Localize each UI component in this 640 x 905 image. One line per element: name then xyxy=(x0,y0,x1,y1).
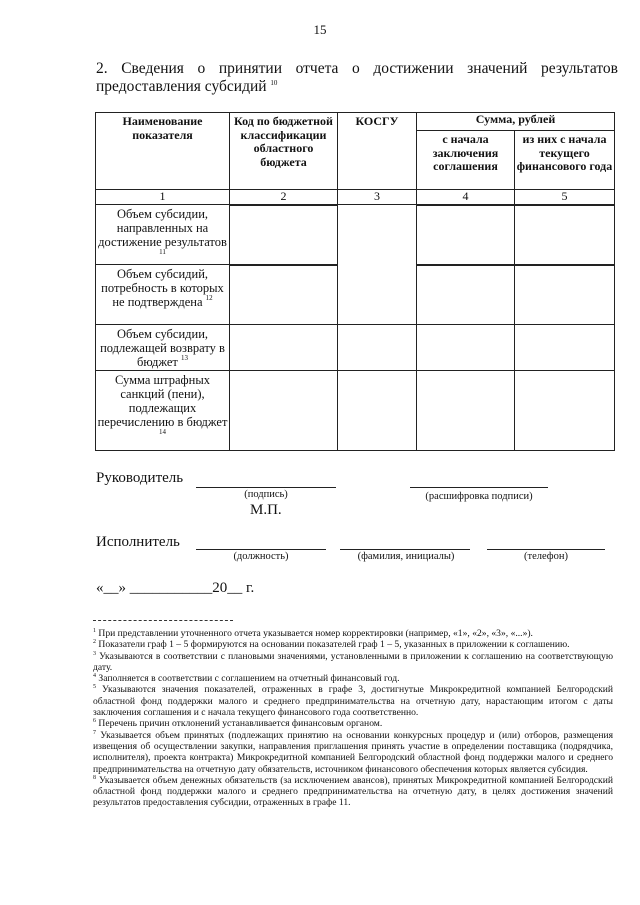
header-since-agreement: с начала заключения соглашения xyxy=(417,131,515,190)
signature-decode-caption: (расшифровка подписи) xyxy=(425,491,533,502)
table-row xyxy=(96,370,615,450)
results-table xyxy=(95,112,615,451)
cell-kosgu[interactable] xyxy=(338,204,417,324)
col-number-2: 2 xyxy=(230,190,338,205)
table-row xyxy=(96,324,615,370)
row-footnote-ref: 11 xyxy=(159,247,166,256)
row-footnote-ref: 13 xyxy=(181,353,189,362)
position-line[interactable] xyxy=(196,549,326,550)
signature-line[interactable] xyxy=(196,487,336,488)
row-footnote-ref: 14 xyxy=(159,427,166,436)
name-caption: (фамилия, инициалы) xyxy=(357,551,455,562)
row-footnote-ref: 12 xyxy=(205,293,213,302)
cell-sum-year[interactable] xyxy=(515,324,615,370)
cell-code[interactable] xyxy=(230,264,338,324)
phone-caption: (телефон) xyxy=(524,551,568,562)
header-kosgu: КОСГУ xyxy=(338,113,417,190)
row-name: Объем субсидий, потребность в которых не подтверждена $^{12}$ xyxy=(96,264,230,324)
position-caption: (должность) xyxy=(233,551,289,562)
cell-sum-agreement[interactable] xyxy=(417,264,515,324)
footnote-7: $^7$ Указывается объем принятых (подлежащих принятию на основании конкурсных процедур и (или) отборов, размещения извещения об осуществлении закупки, направления приглашения принять участие в определении поставщика (подрядчика, исполнителя), проекта контракта) Микрокредитной компанией Белгородский областной фонд поддержки малого и среднего предпринимательства на отчетную дату обязательств, источником финансового обеспечения которых является субсидия. xyxy=(93,729,613,775)
footnote-8: $^8$ Указывается объем денежных обязательств (за исключением авансов), принятых Микрокредитной компанией Белгородский областной фонд поддержки малого и среднего предпринимательства на отчетную дату, в целях достижения значений результатов предоставления субсидии, отраженных в графе 11. xyxy=(93,774,613,809)
stamp-placeholder: М.П. xyxy=(250,502,282,518)
page-number: 15 xyxy=(313,22,327,37)
phone-line[interactable] xyxy=(487,549,605,550)
footnote-separator xyxy=(93,620,233,621)
table-row xyxy=(96,204,615,264)
col-number-5: 5 xyxy=(515,190,615,205)
header-indicator-name: Наименование показателя xyxy=(96,113,230,190)
footnote-1: $^1$ При представлении уточненного отчета указывается номер корректировки (например, «1», «2», «3», «...»). xyxy=(93,628,533,639)
footnotes xyxy=(93,628,613,809)
section-heading-line2 xyxy=(96,78,277,96)
executor-label: Исполнитель xyxy=(96,534,180,550)
col-number-3: 3 xyxy=(338,190,417,205)
signature-caption: (подпись) xyxy=(244,489,288,500)
cell-sum-year[interactable] xyxy=(515,204,615,264)
col-number-1: 1 xyxy=(96,190,230,205)
cell-sum-agreement[interactable] xyxy=(417,324,515,370)
date-line[interactable]: «__» ___________20__ г. xyxy=(96,580,255,596)
footnote-6: $^6$ Перечень причин отклонений устанавливается финансовым органом. xyxy=(93,718,383,730)
footnote-4: $^4$ Заполняется в соответствии с соглашением на отчетный финансовый год. xyxy=(93,673,400,685)
footnote-2: $^2$ Показатели граф 1 – 5 формируются на основании показателей граф 1 – 5, указанных в приложении к соглашению. xyxy=(93,639,570,651)
cell-code[interactable] xyxy=(230,370,338,450)
cell-code[interactable] xyxy=(230,204,338,264)
cell-sum-agreement[interactable] xyxy=(417,204,515,264)
footnote-3: $^3$ Указываются в соответствии с плановыми значениями, установленными в приложении к соглашению на соответствующую дату. xyxy=(93,650,614,673)
signature-decode-line[interactable] xyxy=(410,487,548,488)
cell-sum-year[interactable] xyxy=(515,370,615,450)
cell-code[interactable] xyxy=(230,324,338,370)
header-since-year: из них с начала текущего финансового года xyxy=(515,131,615,190)
name-line[interactable] xyxy=(340,549,470,550)
head-label: Руководитель xyxy=(96,470,184,486)
cell-sum-agreement[interactable] xyxy=(417,370,515,450)
col-number-4: 4 xyxy=(417,190,515,205)
heading-footnote-ref: 10 xyxy=(270,79,278,87)
cell-kosgu[interactable] xyxy=(338,324,417,370)
row-name: Объем субсидии, подлежащей возврату в бюджет $^{13}$ xyxy=(96,324,230,370)
header-sum: Сумма, рублей xyxy=(417,113,615,131)
section-heading-line1: 2. Сведения о принятии отчета о достижении значений результатов xyxy=(96,60,618,77)
row-name: Объем субсидии, направленных на достижение результатов $^{11}$ xyxy=(96,204,230,264)
cell-kosgu[interactable] xyxy=(338,370,417,450)
heading-text: предоставления субсидий xyxy=(96,78,267,95)
row-name: Сумма штрафных санкций (пени), подлежащих перечислению в бюджет $^{14}$ xyxy=(96,370,230,450)
header-budget-code: Код по бюджетной классификации областного бюджета xyxy=(230,113,338,190)
footnote-5: $^5$ Указываются значения показателей, отраженных в графе 3, достигнутые Микрокредитной компанией Белгородский областной фонд поддержки малого и среднего предпринимательства на отчетную дату, нарастающим итогом с даты заключения соглашения и с начала текущего финансового года соответственно. xyxy=(93,684,614,719)
cell-sum-year[interactable] xyxy=(515,264,615,324)
